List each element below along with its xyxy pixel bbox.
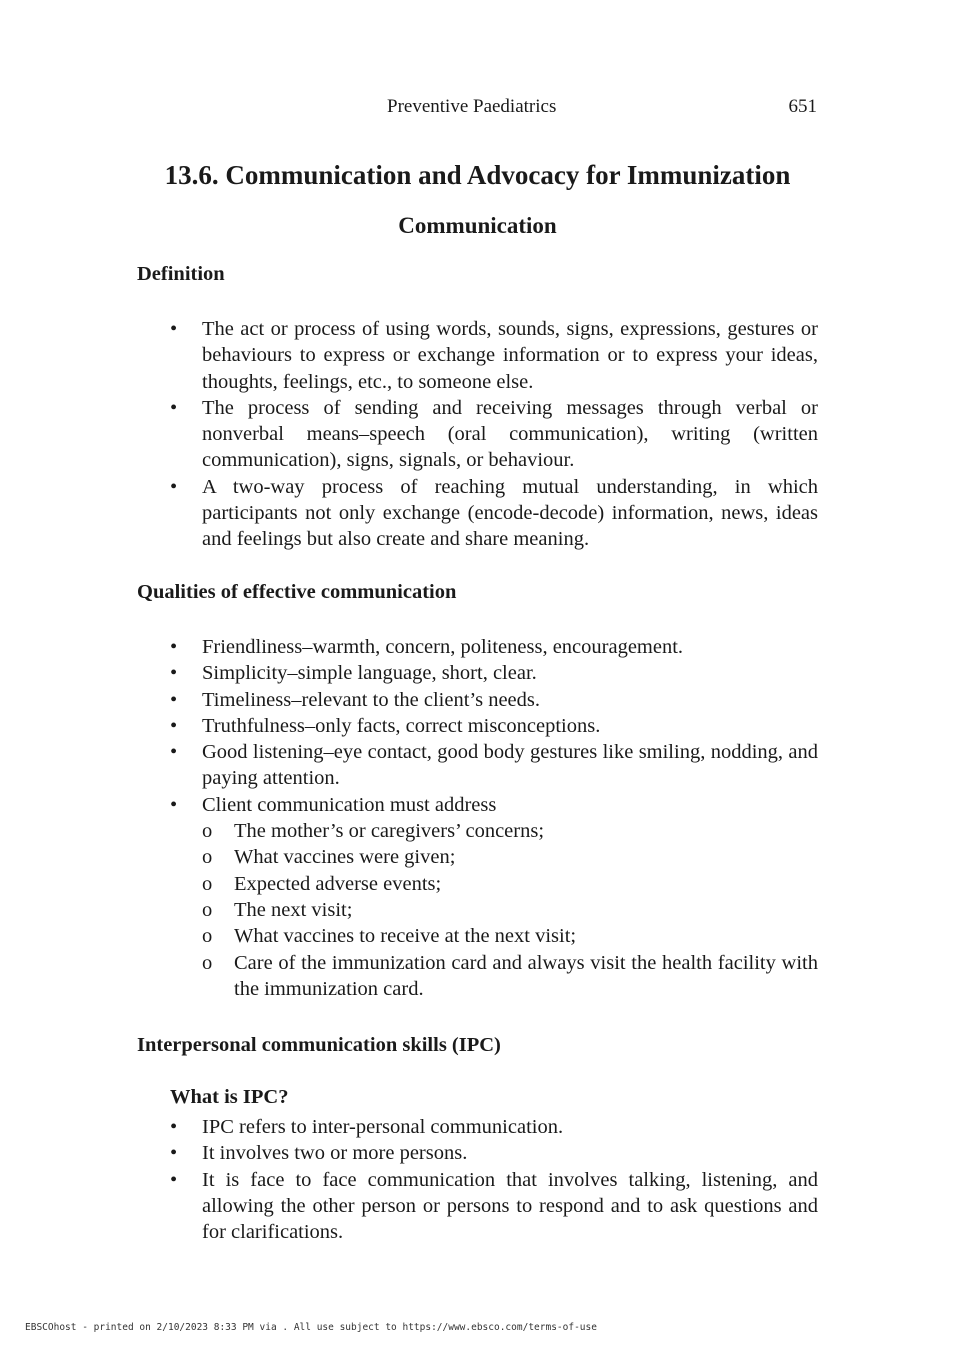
ipc-heading: Interpersonal communication skills (IPC) (137, 1034, 501, 1056)
ipc-subheading: What is IPC? (170, 1086, 289, 1108)
list-item-with-sublist (137, 792, 818, 1002)
page-number: 651 (788, 96, 817, 117)
list-item: • Timeliness–relevant to the client’s needs. (137, 687, 818, 713)
list-item: • Simplicity–simple language, short, clear. (137, 660, 818, 686)
list-item: • Good listening–eye contact, good body gestures like smiling, nodding, and paying attention. (137, 739, 818, 792)
sublist-item: o What vaccines to receive at the next visit; (202, 923, 818, 949)
client-communication-sublist (202, 818, 818, 1002)
chapter-title: 13.6. Communication and Advocacy for Immunization (164, 160, 791, 190)
list-item: • Friendliness–warmth, concern, politeness, encouragement. (137, 634, 818, 660)
list-item: • A two-way process of reaching mutual understanding, in which participants not only exchange (encode-decode) information, news, ideas and feelings but also create and share meaning. (137, 474, 818, 553)
list-item: • The process of sending and receiving messages through verbal or nonverbal means–speech (oral communication), writing (written communication), signs, signals, or behaviour. (137, 395, 818, 474)
list-item: • The act or process of using words, sounds, signs, expressions, gestures or behaviours to express or exchange information or to express your ideas, thoughts, feelings, etc., to someone else. (137, 316, 818, 395)
ipc-list (137, 1114, 818, 1245)
list-item: • It is face to face communication that involves talking, listening, and allowing the other person or persons to respond and to ask questions and for clarifications. (137, 1167, 818, 1246)
print-footer: EBSCOhost - printed on 2/10/2023 8:33 PM via . All use subject to https://www.ebsco.com/terms-of-use (25, 1322, 597, 1333)
sublist-item: o Care of the immunization card and always visit the health facility with the immunization card. (202, 950, 818, 1003)
sublist-item: o The mother’s or caregivers’ concerns; (202, 818, 818, 844)
definition-list (137, 316, 818, 553)
section-title: Communication (398, 213, 557, 238)
list-item: • It involves two or more persons. (137, 1140, 818, 1166)
sublist-item: o The next visit; (202, 897, 818, 923)
running-header (0, 96, 955, 122)
list-item-text: Client communication must address (202, 793, 497, 816)
qualities-heading: Qualities of effective communication (137, 581, 457, 603)
definition-heading: Definition (137, 263, 225, 285)
list-item: • IPC refers to inter-personal communication. (137, 1114, 818, 1140)
sublist-item: o What vaccines were given; (202, 844, 818, 870)
running-title: Preventive Paediatrics (387, 96, 557, 117)
sublist-item: o Expected adverse events; (202, 871, 818, 897)
list-item: • Truthfulness–only facts, correct misconceptions. (137, 713, 818, 739)
qualities-list (137, 634, 818, 1002)
